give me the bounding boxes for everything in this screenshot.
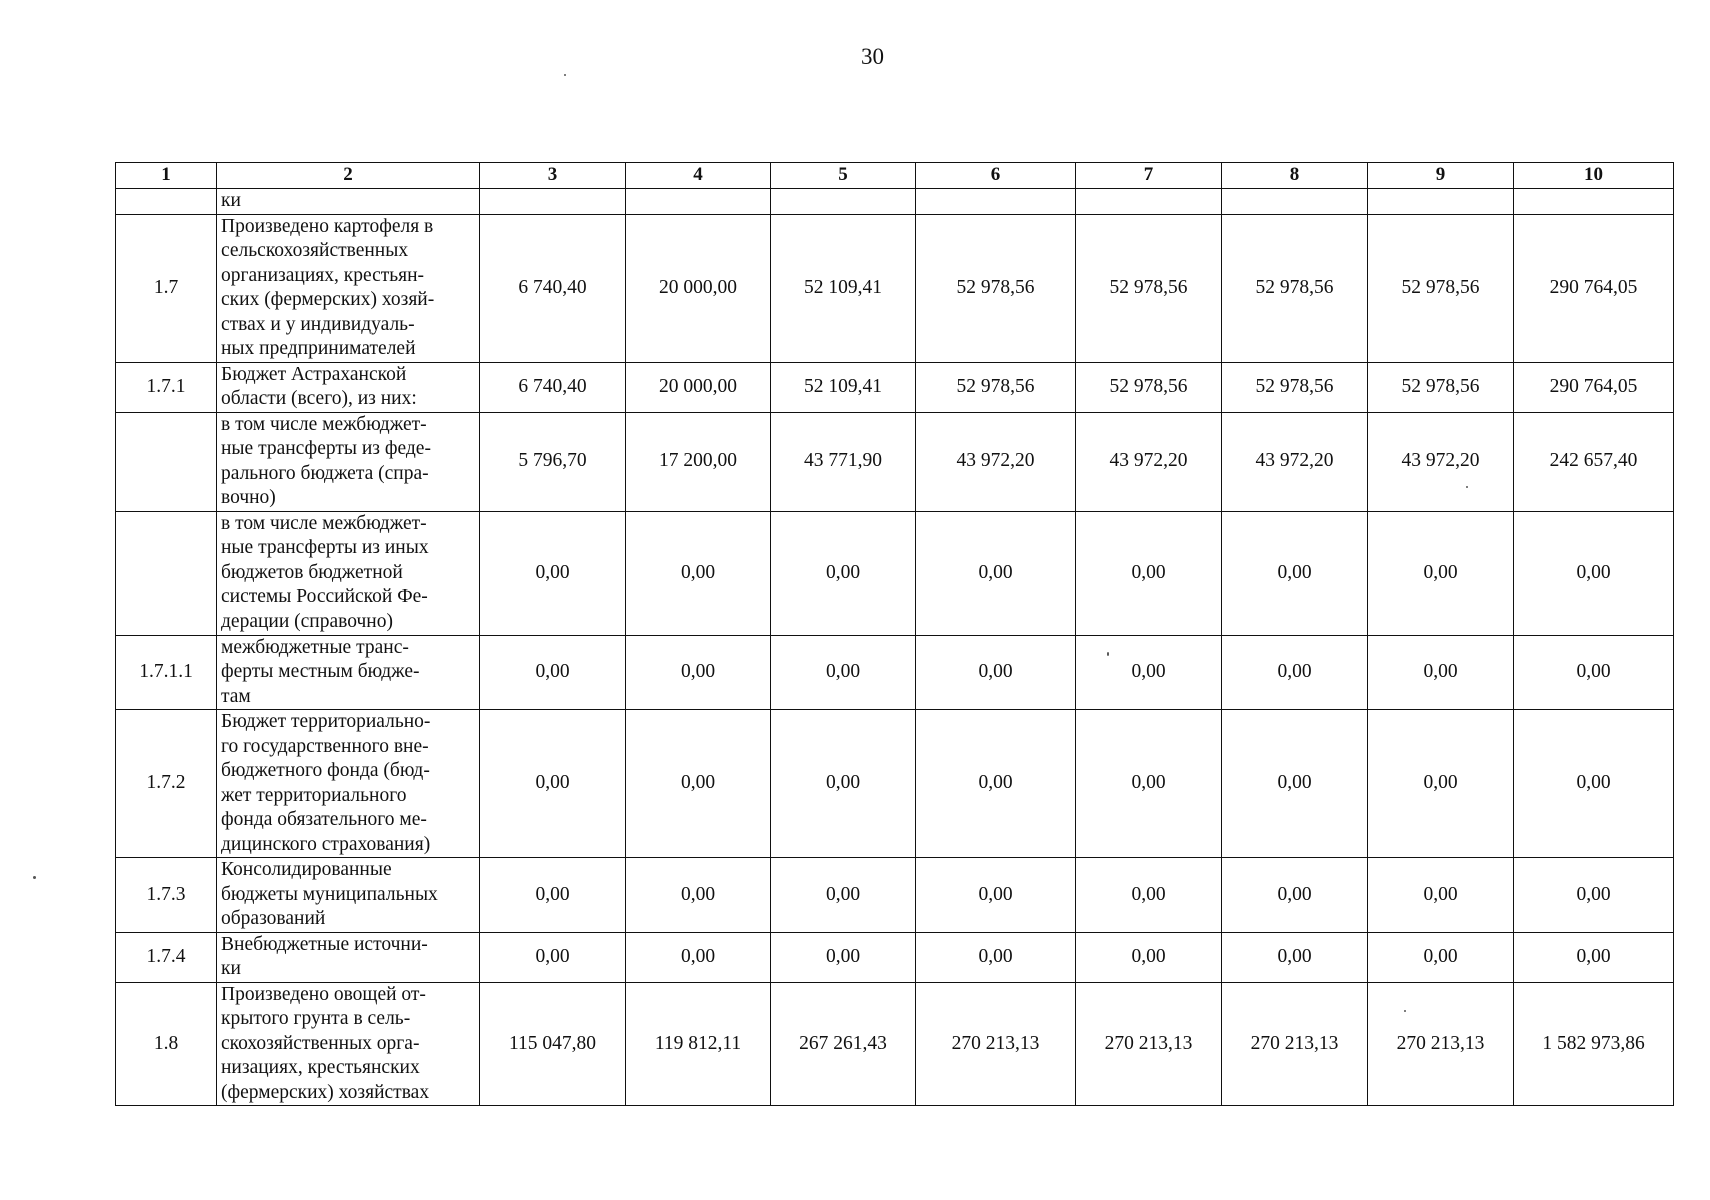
description-line: ные трансферты из иных bbox=[221, 537, 429, 559]
value-cell-col-5: 0,00 bbox=[771, 932, 916, 982]
value-cell-col-8 bbox=[1222, 189, 1368, 215]
value-cell-col-3: 6 740,40 bbox=[480, 214, 626, 362]
table-row bbox=[116, 511, 1674, 635]
table-body bbox=[116, 189, 1674, 1106]
description-line: в том числе межбюджет- bbox=[221, 512, 427, 534]
table-row bbox=[116, 412, 1674, 511]
column-header-4: 4 bbox=[626, 163, 771, 189]
value-cell-col-7: 52 978,56 bbox=[1076, 362, 1222, 412]
value-cell-col-8: 0,00 bbox=[1222, 511, 1368, 635]
row-number-cell: 1.7.1.1 bbox=[116, 635, 217, 710]
value-cell-col-8: 52 978,56 bbox=[1222, 214, 1368, 362]
value-cell-col-9: 0,00 bbox=[1368, 932, 1514, 982]
value-cell-col-7: 52 978,56 bbox=[1076, 214, 1222, 362]
description-line: сельскохозяйственных bbox=[221, 240, 409, 261]
value-cell-col-9: 52 978,56 bbox=[1368, 362, 1514, 412]
value-cell-col-7: 0,00 bbox=[1076, 511, 1222, 635]
value-cell-col-4: 20 000,00 bbox=[626, 214, 771, 362]
value-cell-col-6: 0,00 bbox=[916, 635, 1076, 710]
value-cell-col-5 bbox=[771, 189, 916, 215]
row-description-cell bbox=[217, 214, 480, 362]
value-cell-col-8: 0,00 bbox=[1222, 932, 1368, 982]
description-line: низациях, крестьянских bbox=[221, 1057, 420, 1078]
row-number-cell: 1.7.2 bbox=[116, 710, 217, 858]
value-cell-col-5: 267 261,43 bbox=[771, 982, 916, 1106]
row-description-cell bbox=[217, 362, 480, 412]
table-row bbox=[116, 710, 1674, 858]
column-header-9: 9 bbox=[1368, 163, 1514, 189]
value-cell-col-5: 0,00 bbox=[771, 710, 916, 858]
column-header-8: 8 bbox=[1222, 163, 1368, 189]
value-cell-col-9: 52 978,56 bbox=[1368, 214, 1514, 362]
value-cell-col-10: 0,00 bbox=[1514, 710, 1674, 858]
table-row bbox=[116, 635, 1674, 710]
value-cell-col-9: 0,00 bbox=[1368, 710, 1514, 858]
description-line: ные трансферты из феде- bbox=[221, 438, 431, 459]
value-cell-col-3: 0,00 bbox=[480, 635, 626, 710]
budget-table bbox=[115, 162, 1674, 1106]
scan-speck bbox=[1404, 1010, 1406, 1012]
description-line: жет территориального bbox=[221, 784, 407, 806]
value-cell-col-4 bbox=[626, 189, 771, 215]
value-cell-col-3: 115 047,80 bbox=[480, 982, 626, 1106]
value-cell-col-6: 52 978,56 bbox=[916, 214, 1076, 362]
description-line: образований bbox=[221, 908, 326, 929]
table-row bbox=[116, 858, 1674, 933]
column-header-10: 10 bbox=[1514, 163, 1674, 189]
page-number-container bbox=[0, 44, 1710, 70]
description-line: крытого грунта в сель- bbox=[221, 1008, 411, 1029]
value-cell-col-3 bbox=[480, 189, 626, 215]
table-header-row bbox=[116, 163, 1674, 189]
row-description-cell bbox=[217, 511, 480, 635]
description-line: фонда обязательного ме- bbox=[221, 809, 427, 830]
value-cell-col-6: 270 213,13 bbox=[916, 982, 1076, 1106]
value-cell-col-7: 0,00 bbox=[1076, 710, 1222, 858]
value-cell-col-7: 270 213,13 bbox=[1076, 982, 1222, 1106]
value-cell-col-6: 0,00 bbox=[916, 858, 1076, 933]
scan-speck bbox=[33, 876, 36, 879]
value-cell-col-5: 52 109,41 bbox=[771, 214, 916, 362]
table-row bbox=[116, 189, 1674, 215]
row-description-cell bbox=[217, 635, 480, 710]
value-cell-col-10 bbox=[1514, 189, 1674, 215]
page-number: 30 bbox=[861, 44, 884, 69]
column-header-6: 6 bbox=[916, 163, 1076, 189]
value-cell-col-4: 0,00 bbox=[626, 511, 771, 635]
value-cell-col-10: 290 764,05 bbox=[1514, 214, 1674, 362]
value-cell-col-5: 52 109,41 bbox=[771, 362, 916, 412]
value-cell-col-7: 0,00 bbox=[1076, 858, 1222, 933]
value-cell-col-10: 0,00 bbox=[1514, 932, 1674, 982]
description-line: там bbox=[221, 685, 251, 707]
value-cell-col-7: 0,00 bbox=[1076, 932, 1222, 982]
scan-speck bbox=[1107, 652, 1109, 656]
value-cell-col-9: 270 213,13 bbox=[1368, 982, 1514, 1106]
value-cell-col-8: 0,00 bbox=[1222, 858, 1368, 933]
value-cell-col-3: 6 740,40 bbox=[480, 362, 626, 412]
column-header-3: 3 bbox=[480, 163, 626, 189]
description-line: (фермерских) хозяйствах bbox=[221, 1081, 430, 1103]
value-cell-col-4: 0,00 bbox=[626, 858, 771, 933]
row-description-cell bbox=[217, 932, 480, 982]
value-cell-col-5: 43 771,90 bbox=[771, 412, 916, 511]
row-description-cell bbox=[217, 982, 480, 1106]
value-cell-col-10: 0,00 bbox=[1514, 858, 1674, 933]
row-description-cell bbox=[217, 858, 480, 933]
row-description-cell bbox=[217, 412, 480, 511]
value-cell-col-3: 0,00 bbox=[480, 511, 626, 635]
description-line: Произведено овощей от- bbox=[221, 983, 426, 1005]
description-line: бюджетов бюджетной bbox=[221, 561, 403, 583]
value-cell-col-6: 0,00 bbox=[916, 932, 1076, 982]
column-header-2: 2 bbox=[217, 163, 480, 189]
table-row bbox=[116, 982, 1674, 1106]
value-cell-col-10: 242 657,40 bbox=[1514, 412, 1674, 511]
column-header-5: 5 bbox=[771, 163, 916, 189]
description-line: организациях, крестьян- bbox=[221, 264, 425, 286]
value-cell-col-8: 270 213,13 bbox=[1222, 982, 1368, 1106]
value-cell-col-3: 5 796,70 bbox=[480, 412, 626, 511]
description-line: области (всего), из них: bbox=[221, 388, 417, 409]
description-line: ных предпринимателей bbox=[221, 338, 416, 359]
description-line: го государственного вне- bbox=[221, 735, 429, 757]
value-cell-col-3: 0,00 bbox=[480, 932, 626, 982]
value-cell-col-9: 0,00 bbox=[1368, 635, 1514, 710]
description-line: вочно) bbox=[221, 487, 276, 508]
table-row bbox=[116, 214, 1674, 362]
value-cell-col-6: 52 978,56 bbox=[916, 362, 1076, 412]
row-number-cell: 1.8 bbox=[116, 982, 217, 1106]
value-cell-col-10: 290 764,05 bbox=[1514, 362, 1674, 412]
value-cell-col-10: 0,00 bbox=[1514, 635, 1674, 710]
description-line: Внебюджетные источни- bbox=[221, 933, 428, 955]
description-line: рального бюджета (спра- bbox=[221, 462, 429, 484]
description-line: межбюджетные транс- bbox=[221, 636, 409, 658]
description-line: ки bbox=[221, 958, 241, 979]
value-cell-col-6: 43 972,20 bbox=[916, 412, 1076, 511]
row-number-cell: 1.7.1 bbox=[116, 362, 217, 412]
value-cell-col-4: 119 812,11 bbox=[626, 982, 771, 1106]
value-cell-col-5: 0,00 bbox=[771, 635, 916, 710]
description-line: скохозяйственных орга- bbox=[221, 1032, 420, 1054]
description-line: ствах и у индивидуаль- bbox=[221, 313, 415, 335]
value-cell-col-4: 0,00 bbox=[626, 635, 771, 710]
value-cell-col-5: 0,00 bbox=[771, 858, 916, 933]
value-cell-col-8: 0,00 bbox=[1222, 710, 1368, 858]
value-cell-col-4: 0,00 bbox=[626, 932, 771, 982]
value-cell-col-4: 17 200,00 bbox=[626, 412, 771, 511]
description-line: Бюджет территориально- bbox=[221, 711, 431, 732]
row-number-cell bbox=[116, 412, 217, 511]
description-line: Произведено картофеля в bbox=[221, 215, 434, 237]
description-line: дерации (справочно) bbox=[221, 610, 393, 632]
row-description-cell bbox=[217, 710, 480, 858]
description-line: бюджетного фонда (бюд- bbox=[221, 760, 430, 781]
scan-speck bbox=[564, 74, 566, 76]
row-description-cell bbox=[217, 189, 480, 215]
value-cell-col-7 bbox=[1076, 189, 1222, 215]
value-cell-col-10: 1 582 973,86 bbox=[1514, 982, 1674, 1106]
description-line: системы Российской Фе- bbox=[221, 586, 428, 608]
description-line: Консолидированные bbox=[221, 859, 392, 880]
value-cell-col-9: 43 972,20 bbox=[1368, 412, 1514, 511]
row-number-cell: 1.7.4 bbox=[116, 932, 217, 982]
column-header-7: 7 bbox=[1076, 163, 1222, 189]
value-cell-col-4: 0,00 bbox=[626, 710, 771, 858]
value-cell-col-6 bbox=[916, 189, 1076, 215]
scan-speck bbox=[1466, 486, 1468, 488]
value-cell-col-9: 0,00 bbox=[1368, 858, 1514, 933]
row-number-cell: 1.7.3 bbox=[116, 858, 217, 933]
description-line: ки bbox=[221, 190, 241, 211]
value-cell-col-8: 52 978,56 bbox=[1222, 362, 1368, 412]
value-cell-col-7: 0,00 bbox=[1076, 635, 1222, 710]
row-number-cell bbox=[116, 511, 217, 635]
value-cell-col-6: 0,00 bbox=[916, 511, 1076, 635]
description-line: дицинского страхования) bbox=[221, 833, 431, 855]
value-cell-col-9: 0,00 bbox=[1368, 511, 1514, 635]
value-cell-col-10: 0,00 bbox=[1514, 511, 1674, 635]
value-cell-col-3: 0,00 bbox=[480, 710, 626, 858]
row-number-cell: 1.7 bbox=[116, 214, 217, 362]
value-cell-col-6: 0,00 bbox=[916, 710, 1076, 858]
description-line: Бюджет Астраханской bbox=[221, 363, 407, 385]
value-cell-col-8: 0,00 bbox=[1222, 635, 1368, 710]
value-cell-col-5: 0,00 bbox=[771, 511, 916, 635]
description-line: ских (фермерских) хозяй- bbox=[221, 289, 435, 310]
table-row bbox=[116, 362, 1674, 412]
table-row bbox=[116, 932, 1674, 982]
description-line: бюджеты муниципальных bbox=[221, 883, 438, 905]
description-line: в том числе межбюджет- bbox=[221, 413, 427, 435]
value-cell-col-9 bbox=[1368, 189, 1514, 215]
column-header-1: 1 bbox=[116, 163, 217, 189]
row-number-cell bbox=[116, 189, 217, 215]
value-cell-col-7: 43 972,20 bbox=[1076, 412, 1222, 511]
value-cell-col-4: 20 000,00 bbox=[626, 362, 771, 412]
value-cell-col-8: 43 972,20 bbox=[1222, 412, 1368, 511]
description-line: ферты местным бюдже- bbox=[221, 661, 420, 682]
value-cell-col-3: 0,00 bbox=[480, 858, 626, 933]
